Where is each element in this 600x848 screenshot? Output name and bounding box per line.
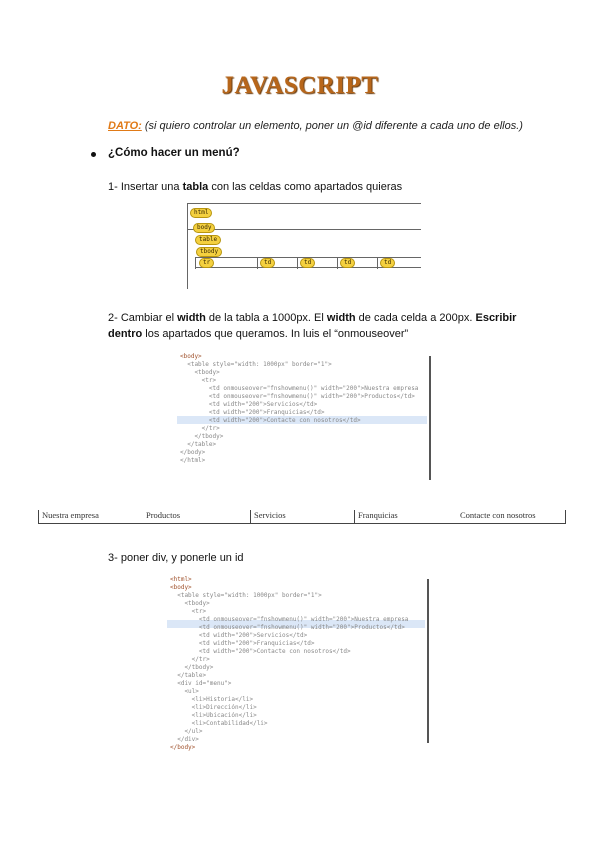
step-1-prefix: 1- Insertar una: [108, 181, 183, 193]
menu-item[interactable]: Nuestra empresa: [42, 510, 99, 520]
code-line: <tbody>: [170, 600, 210, 607]
tr-tag: tr: [199, 258, 214, 268]
page-title: JAVASCRIPT: [221, 72, 379, 99]
note-line: [108, 120, 523, 132]
code-line: </html>: [180, 457, 206, 464]
code-line: <body>: [180, 353, 202, 360]
code-line: <td width="200">Contacte con nosotros</td>: [180, 417, 361, 424]
code-line: <tr>: [180, 377, 217, 384]
step-2-text: [108, 310, 528, 342]
code-line: <li>Historia</li>: [170, 696, 254, 703]
code-line: <td width="200">Servicios</td>: [170, 632, 308, 639]
code-line: <td onmouseover="fnshowmenu()" width="200">Nuestra empresa: [170, 616, 409, 623]
step-2-bold: dentro: [108, 328, 143, 340]
note-label: DATO:: [108, 120, 142, 132]
menu-item[interactable]: Franquicias: [358, 510, 398, 520]
step-2-bold: width: [326, 312, 356, 324]
menu-table: [38, 510, 566, 524]
tbody-tag: tbody: [196, 247, 222, 257]
code-screenshot-2: [167, 575, 431, 751]
code-line: </tbody>: [180, 433, 224, 440]
menu-item[interactable]: Servicios: [254, 510, 286, 520]
code-line: <td onmouseover="fnshowmenu()" width="200">Nuestra empresa: [180, 385, 419, 392]
step-2-bold: width: [177, 312, 206, 324]
code-line: </tr>: [170, 656, 210, 663]
step-1-text: [108, 181, 402, 193]
step-2-part: los apartados que queramos. In luis el “onmouseover”: [142, 328, 409, 340]
menu-item[interactable]: Productos: [146, 510, 180, 520]
code-line: <li>Ubicación</li>: [170, 712, 257, 719]
code-line: </body>: [170, 744, 196, 751]
code-line: <li>Dirección</li>: [170, 704, 257, 711]
bullet-icon: [91, 152, 96, 157]
code-line: <td width="200">Franquicias</td>: [180, 409, 325, 416]
code-screenshot-1: [177, 352, 431, 484]
table-tag: table: [195, 235, 221, 245]
html-tag: html: [190, 208, 212, 218]
code-line: <li>Contabilidad</li>: [170, 720, 268, 727]
code-line: <td onmouseover="fnshowmenu()" width="200">Productos</td>: [170, 624, 405, 631]
code-line: </table>: [180, 441, 217, 448]
code-line: <html>: [170, 576, 192, 583]
code-line: </div>: [170, 736, 199, 743]
code-line: <div id="menu">: [170, 680, 232, 687]
step-2-bold: Escribir: [475, 312, 517, 324]
section-heading: ¿Cómo hacer un menú?: [108, 147, 240, 159]
code-line: <ul>: [170, 688, 199, 695]
step-2-part: de cada celda a 200px.: [355, 312, 476, 324]
step-2-part: 2- Cambiar el: [108, 312, 178, 324]
code-line: <table style="width: 1000px" border="1">: [180, 361, 332, 368]
td-tag: td: [340, 258, 355, 268]
code-line: </tr>: [180, 425, 220, 432]
code-line: <tr>: [170, 608, 207, 615]
code-line: <td width="200">Servicios</td>: [180, 401, 318, 408]
step-1-suffix: con las celdas como apartados quieras: [208, 181, 403, 193]
code-line: </body>: [180, 449, 206, 456]
code-line: <td onmouseover="fnshowmenu()" width="200">Productos</td>: [180, 393, 415, 400]
code-line: <td width="200">Contacte con nosotros</td>: [170, 648, 351, 655]
step-3-text: 3- poner div, y ponerle un id: [108, 552, 244, 564]
code-line: </tbody>: [170, 664, 214, 671]
step-1-bold: tabla: [182, 181, 209, 193]
code-line: <tbody>: [180, 369, 220, 376]
code-line: </ul>: [170, 728, 203, 735]
note-text: (si quiero controlar un elemento, poner un @id diferente a cada uno de ellos.): [141, 120, 523, 132]
code-line: <td width="200">Franquicias</td>: [170, 640, 315, 647]
step-2-part: de la tabla a 1000px. El: [205, 312, 327, 324]
body-tag: body: [193, 223, 215, 233]
menu-item[interactable]: Contacte con nosotros: [460, 510, 536, 520]
code-line: <table style="width: 1000px" border="1">: [170, 592, 322, 599]
code-line: </table>: [170, 672, 207, 679]
td-tag: td: [380, 258, 395, 268]
td-tag: td: [260, 258, 275, 268]
code-line: <body>: [170, 584, 192, 591]
table-tags-screenshot: [187, 203, 421, 289]
td-tag: td: [300, 258, 315, 268]
